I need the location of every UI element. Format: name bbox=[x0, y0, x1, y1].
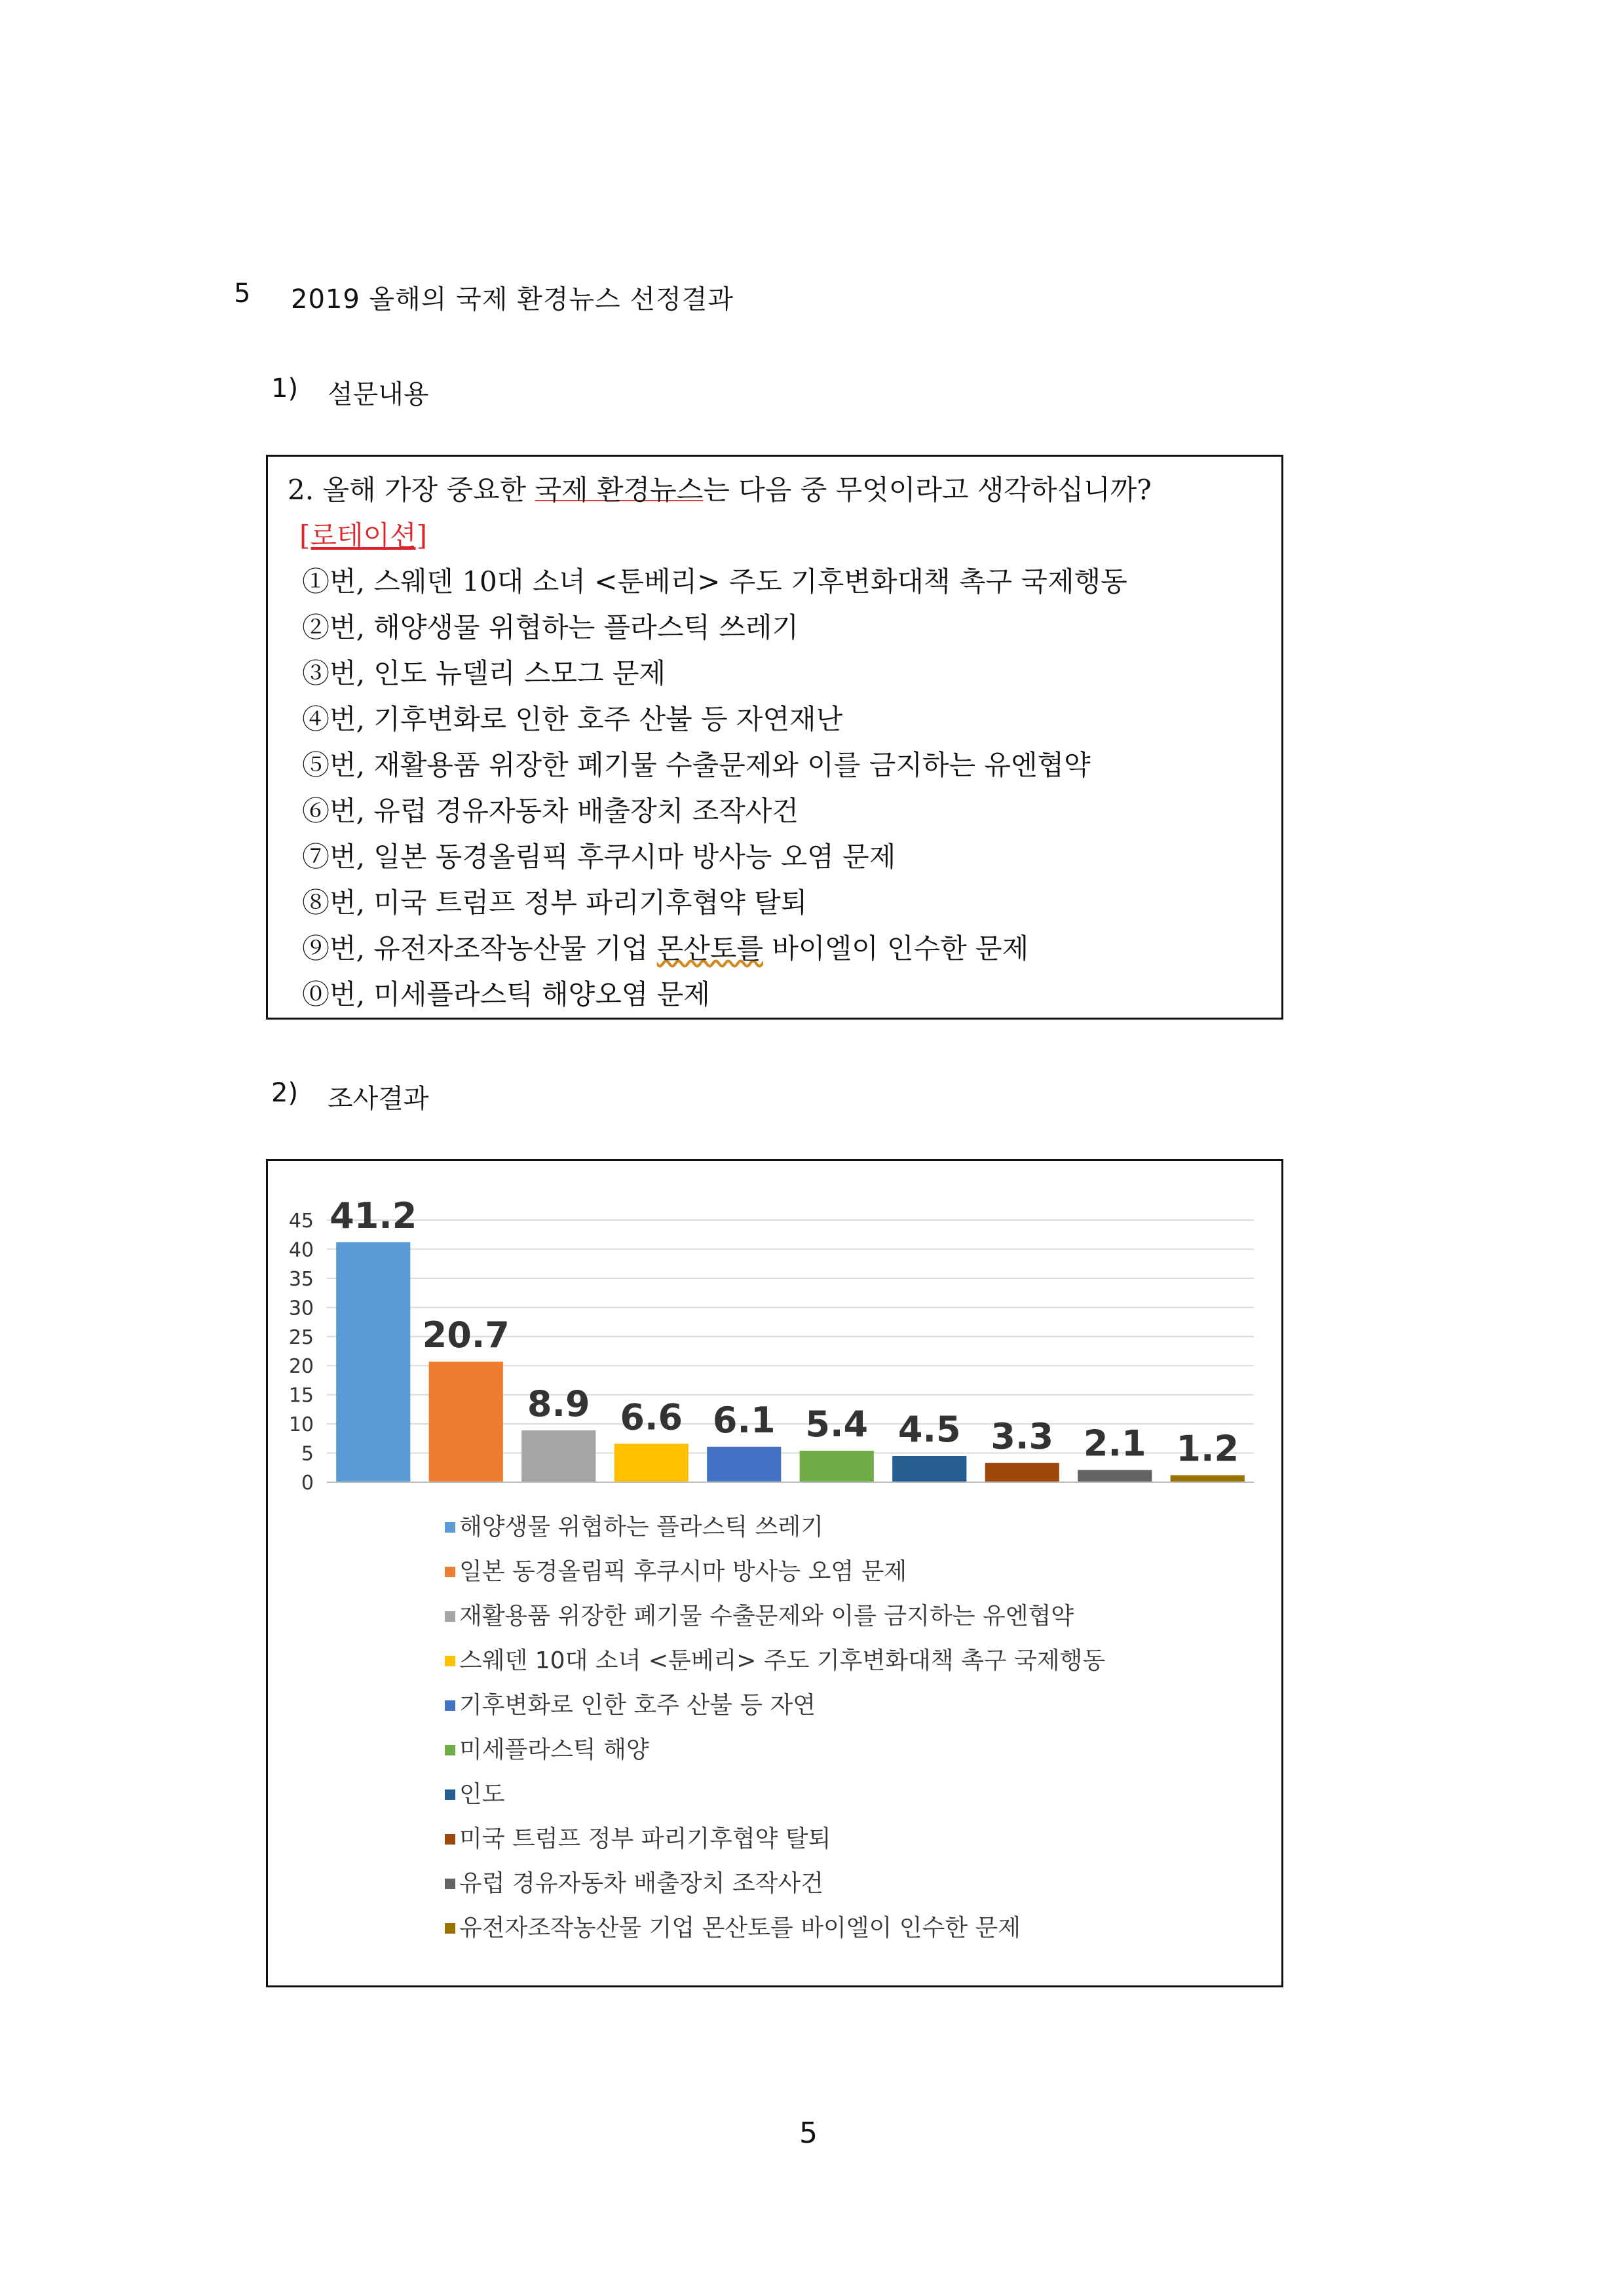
page-number: 5 bbox=[799, 2116, 818, 2150]
option-9 bbox=[302, 927, 1029, 966]
bar bbox=[707, 1447, 781, 1482]
bar bbox=[336, 1242, 410, 1482]
option-9-underlined: 몬산토를 bbox=[656, 932, 763, 965]
option-8: ⑧번, 미국 트럼프 정부 파리기후협약 탈퇴 bbox=[302, 887, 808, 919]
data-label: 3.3 bbox=[991, 1415, 1054, 1457]
option-10: ⓪번, 미세플라스틱 해양오염 문제 bbox=[302, 978, 710, 1010]
legend-item bbox=[445, 1820, 831, 1854]
y-tick-label: 40 bbox=[288, 1238, 314, 1262]
bar bbox=[800, 1451, 874, 1482]
subsection-2-number: 2) bbox=[271, 1078, 299, 1108]
legend-item bbox=[445, 1687, 816, 1720]
y-tick-label: 45 bbox=[288, 1210, 314, 1233]
legend-label: 재활용품 위장한 폐기물 수출문제와 이를 금지하는 유엔협약 bbox=[459, 1603, 1074, 1630]
y-tick-label: 0 bbox=[301, 1472, 314, 1495]
option-9-prefix: ⑨번, 유전자조작농산물 기업 bbox=[302, 932, 657, 965]
y-tick-label: 25 bbox=[288, 1326, 314, 1349]
question-text bbox=[288, 469, 1152, 508]
question-prefix: 2. 올해 가장 중요한 bbox=[288, 474, 535, 506]
y-tick-label: 35 bbox=[288, 1267, 314, 1291]
legend-swatch bbox=[445, 1522, 455, 1533]
legend-item bbox=[445, 1598, 1074, 1631]
data-label: 8.9 bbox=[527, 1383, 590, 1425]
option-5: ⑤번, 재활용품 위장한 폐기물 수출문제와 이를 금지하는 유엔협약 bbox=[302, 749, 1091, 781]
data-label: 2.1 bbox=[1083, 1423, 1146, 1464]
data-label: 5.4 bbox=[805, 1404, 869, 1445]
subsection-1-title: 설문내용 bbox=[328, 379, 429, 410]
option-7: ⑦번, 일본 동경올림픽 후쿠시마 방사능 오염 문제 bbox=[302, 841, 896, 873]
option-3: ③번, 인도 뉴델리 스모그 문제 bbox=[302, 657, 666, 689]
section-title: 2019 올해의 국제 환경뉴스 선정결과 bbox=[291, 284, 734, 315]
option-1: ①번, 스웨덴 10대 소녀 <툰베리> 주도 기후변화대책 촉구 국제행동 bbox=[302, 565, 1127, 598]
legend-swatch bbox=[445, 1567, 455, 1577]
legend-label: 미국 트럼프 정부 파리기후협약 탈퇴 bbox=[459, 1826, 831, 1852]
option-6: ⑥번, 유럽 경유자동차 배출장치 조작사건 bbox=[302, 795, 799, 827]
legend-item bbox=[445, 1909, 1021, 1943]
legend-item bbox=[445, 1508, 823, 1542]
data-label: 6.1 bbox=[712, 1399, 776, 1441]
legend-label: 유럽 경유자동차 배출장치 조작사건 bbox=[459, 1870, 823, 1897]
legend-swatch bbox=[445, 1611, 455, 1622]
legend-swatch bbox=[445, 1789, 455, 1800]
legend-item bbox=[445, 1865, 823, 1898]
question-underlined: 국제 환경뉴스 bbox=[535, 474, 704, 506]
survey-question-box bbox=[266, 455, 1283, 1020]
legend-item bbox=[445, 1553, 907, 1586]
results-chart-box bbox=[266, 1159, 1283, 1987]
data-label: 6.6 bbox=[620, 1396, 683, 1438]
section-number: 5 bbox=[234, 278, 251, 309]
bar bbox=[429, 1362, 503, 1482]
legend-swatch bbox=[445, 1745, 455, 1755]
question-suffix: 는 다음 중 무엇이라고 생각하십니까? bbox=[703, 474, 1152, 506]
bar bbox=[1171, 1475, 1245, 1482]
option-2: ②번, 해양생물 위협하는 플라스틱 쓰레기 bbox=[302, 611, 799, 643]
legend-swatch bbox=[445, 1879, 455, 1889]
data-label: 1.2 bbox=[1176, 1428, 1239, 1470]
y-tick-label: 5 bbox=[301, 1442, 314, 1466]
legend-label: 일본 동경올림픽 후쿠시마 방사능 오염 문제 bbox=[459, 1558, 907, 1585]
legend-label: 유전자조작농산물 기업 몬산토를 바이엘이 인수한 문제 bbox=[459, 1915, 1021, 1942]
legend-label: 인도 bbox=[459, 1781, 505, 1808]
legend-item bbox=[445, 1642, 1105, 1675]
bar bbox=[892, 1456, 966, 1482]
legend-swatch bbox=[445, 1656, 455, 1666]
data-label: 20.7 bbox=[422, 1314, 510, 1356]
data-label: 4.5 bbox=[897, 1409, 961, 1450]
legend-label: 스웨덴 10대 소녀 <툰베리> 주도 기후변화대책 촉구 국제행동 bbox=[459, 1647, 1106, 1674]
y-tick-label: 20 bbox=[288, 1355, 314, 1379]
bar bbox=[614, 1444, 689, 1482]
y-tick-label: 10 bbox=[288, 1413, 314, 1437]
bar bbox=[521, 1430, 595, 1482]
data-label: 41.2 bbox=[330, 1195, 417, 1236]
subsection-1-number: 1) bbox=[271, 373, 299, 404]
legend-item bbox=[445, 1731, 649, 1765]
legend-item bbox=[445, 1776, 505, 1809]
legend-swatch bbox=[445, 1923, 455, 1934]
option-9-suffix: 바이엘이 인수한 문제 bbox=[763, 932, 1029, 965]
legend-label: 미세플라스틱 해양 bbox=[459, 1736, 649, 1763]
bar bbox=[985, 1463, 1059, 1482]
y-tick-label: 15 bbox=[288, 1384, 314, 1407]
rotation-label: [로테이션] bbox=[299, 520, 428, 552]
option-4: ④번, 기후변화로 인한 호주 산불 등 자연재난 bbox=[302, 703, 843, 735]
subsection-2-title: 조사결과 bbox=[328, 1084, 429, 1114]
y-tick-label: 30 bbox=[288, 1297, 314, 1320]
legend-label: 기후변화로 인한 호주 산불 등 자연 bbox=[459, 1692, 816, 1719]
legend-swatch bbox=[445, 1700, 455, 1711]
bar bbox=[1078, 1470, 1152, 1482]
legend-swatch bbox=[445, 1834, 455, 1845]
legend-label: 해양생물 위협하는 플라스틱 쓰레기 bbox=[459, 1514, 823, 1540]
